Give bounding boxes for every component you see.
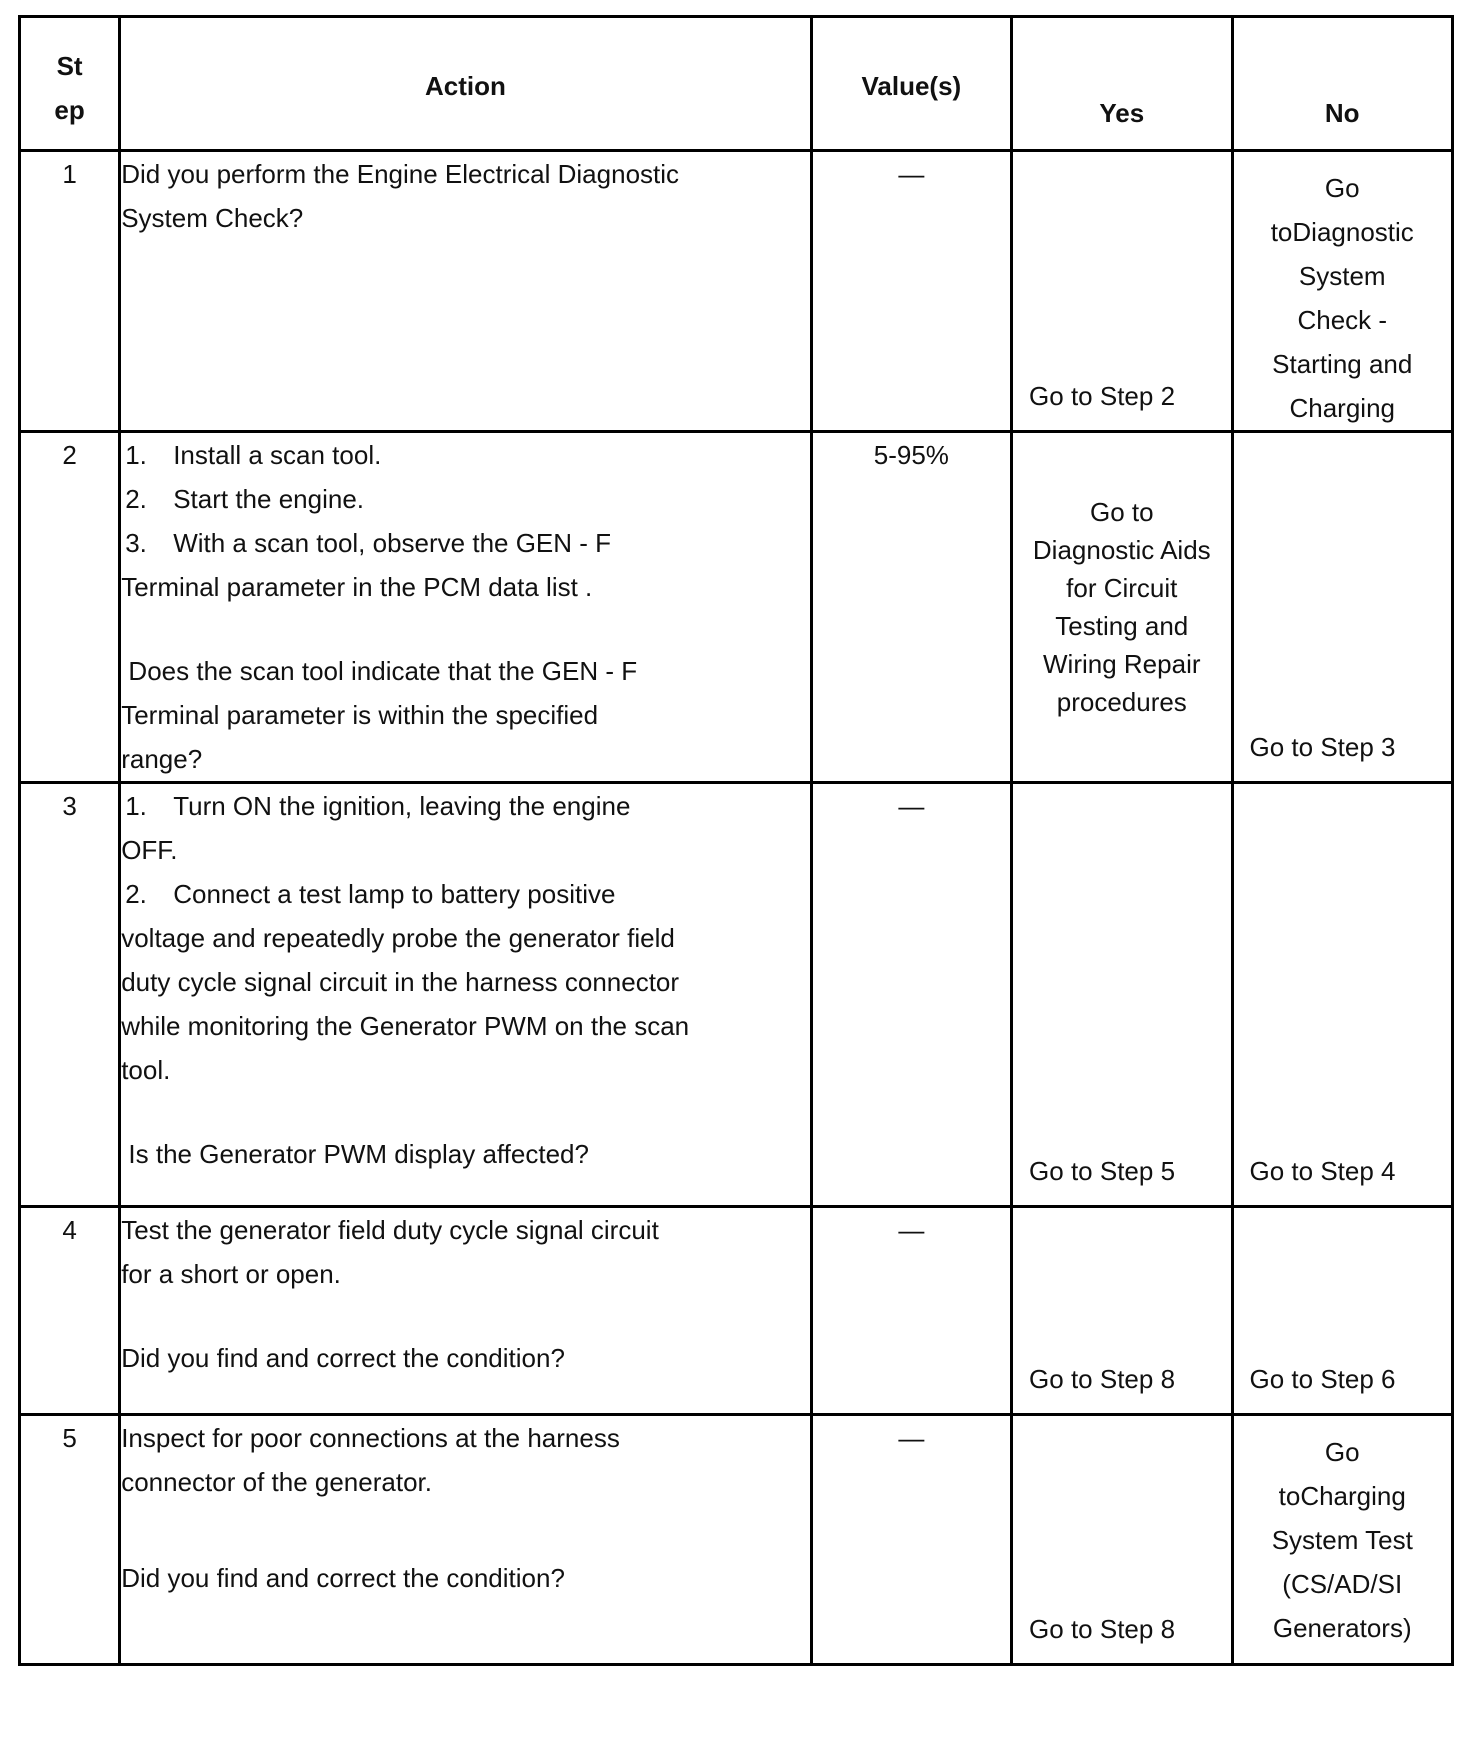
no-cell (1232, 1207, 1453, 1415)
table-row (20, 432, 1453, 783)
no-link[interactable]: Go to Step 3 (1249, 732, 1396, 762)
no-cell (1232, 432, 1453, 783)
value-cell: — (811, 1207, 1011, 1415)
yes-cell (1012, 151, 1232, 432)
yes-cell (1012, 783, 1232, 1207)
step-number: 1 (20, 151, 120, 432)
no-cell (1232, 151, 1453, 432)
step-number: 5 (20, 1415, 120, 1665)
diagnostic-table (18, 15, 1454, 1666)
yes-cell (1012, 1415, 1232, 1665)
action-cell: Inspect for poor connections at the harness connector of the generator. Did you find and correct the condition? (120, 1415, 811, 1665)
value-cell: — (811, 783, 1011, 1207)
header-value: Value(s) (811, 17, 1011, 151)
no-cell (1232, 1415, 1453, 1665)
step-number: 2 (20, 432, 120, 783)
no-link[interactable]: Go toDiagnostic System Check - Starting and Charging (1270, 173, 1414, 423)
value-cell: 5-95% (811, 432, 1011, 783)
action-cell: 1. Install a scan tool. 2. Start the engine. 3. With a scan tool, observe the GEN - F Terminal parameter in the PCM data list . Does the scan tool indicate that the GEN - F Terminal parameter is within the specified range? (120, 432, 811, 783)
value-cell: — (811, 1415, 1011, 1665)
action-cell: Test the generator field duty cycle signal circuit for a short or open. Did you find and correct the condition? (120, 1207, 811, 1415)
step-number: 3 (20, 783, 120, 1207)
yes-link[interactable]: Go to Step 8 (1029, 1364, 1176, 1394)
table-row (20, 783, 1453, 1207)
header-yes: Yes (1012, 17, 1232, 151)
step-number: 4 (20, 1207, 120, 1415)
action-cell: Did you perform the Engine Electrical Diagnostic System Check? (120, 151, 811, 432)
yes-cell (1012, 1207, 1232, 1415)
table-row (20, 1415, 1453, 1665)
header-step: St ep (20, 17, 120, 151)
no-link[interactable]: Go to Step 6 (1249, 1364, 1396, 1394)
header-no: No (1232, 17, 1453, 151)
value-cell: — (811, 151, 1011, 432)
no-link[interactable]: Go toCharging System Test (CS/AD/SI Generators) (1271, 1437, 1413, 1643)
table-row (20, 1207, 1453, 1415)
action-cell: 1. Turn ON the ignition, leaving the engine OFF. 2. Connect a test lamp to battery positive voltage and repeatedly probe the generator field duty cycle signal circuit in the harness connector while monitoring the Generator PWM on the scan tool. Is the Generator PWM display affected? (120, 783, 811, 1207)
no-cell (1232, 783, 1453, 1207)
yes-link[interactable]: Go to Diagnostic Aids for Circuit Testing and Wiring Repair procedures (1032, 497, 1211, 717)
header-row (20, 17, 1453, 151)
yes-link[interactable]: Go to Step 5 (1029, 1156, 1176, 1186)
yes-link[interactable]: Go to Step 8 (1029, 1614, 1176, 1644)
no-link[interactable]: Go to Step 4 (1249, 1156, 1396, 1186)
header-action: Action (120, 17, 811, 151)
yes-link[interactable]: Go to Step 2 (1029, 381, 1176, 411)
table-row (20, 151, 1453, 432)
yes-cell (1012, 432, 1232, 783)
